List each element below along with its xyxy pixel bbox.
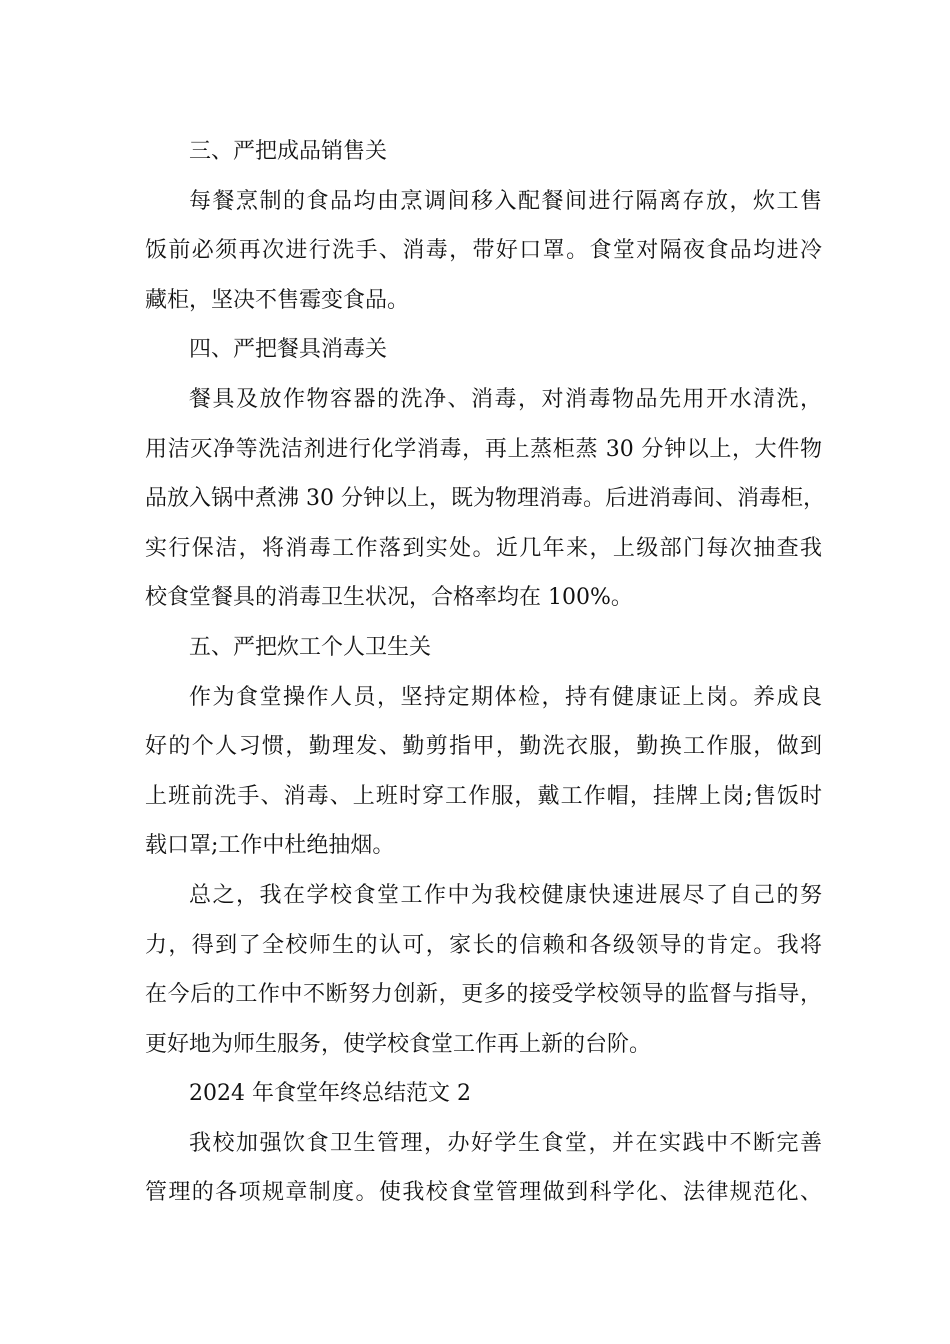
section-heading <box>145 1069 822 1119</box>
paragraph-line: 更好地为师生服务，使学校食堂工作再上新的台阶。 <box>145 1031 652 1057</box>
paragraph-line: 饭前必须再次进行洗手、消毒，带好口罩。食堂对隔夜食品均进冷 <box>145 238 822 264</box>
paragraph-line: 总之，我在学校食堂工作中为我校健康快速进展尽了自己的努 <box>189 882 822 908</box>
section-heading <box>145 325 822 375</box>
document-page <box>145 127 825 1218</box>
section-heading <box>145 623 822 673</box>
paragraph-line: 实行保洁，将消毒工作落到实处。近几年来，上级部门每次抽查我 <box>145 535 822 561</box>
paragraph-line: 作为食堂操作人员，坚持定期体检，持有健康证上岗。养成良 <box>189 684 822 710</box>
section-heading <box>145 127 822 177</box>
paragraph-line: 力，得到了全校师生的认可，家长的信赖和各级领导的肯定。我将 <box>145 932 822 958</box>
paragraph-line: 餐具及放作物容器的洗净、消毒，对消毒物品先用开水清洗， <box>189 386 822 412</box>
paragraph-line: 在今后的工作中不断努力创新，更多的接受学校领导的监督与指导， <box>145 982 822 1008</box>
heading-text: 五、严把炊工个人卫生关 <box>189 634 432 660</box>
heading-text: 三、严把成品销售关 <box>189 139 388 164</box>
paragraph-line: 校食堂餐具的消毒卫生状况，合格率均在 100%。 <box>145 585 633 611</box>
paragraph <box>145 673 822 871</box>
paragraph-line: 我校加强饮食卫生管理，办好学生食堂，并在实践中不断完善 <box>189 1130 822 1156</box>
paragraph-line: 管理的各项规章制度。使我校食堂管理做到科学化、法律规范化、 <box>145 1180 822 1206</box>
paragraph-line: 用洁灭净等洗洁剂进行化学消毒，再上蒸柜蒸 30 分钟以上，大件物 <box>145 436 822 462</box>
paragraph <box>145 177 822 326</box>
paragraph-line: 品放入锅中煮沸 30 分钟以上，既为物理消毒。后进消毒间、消毒柜， <box>145 486 825 512</box>
paragraph-line: 上班前洗手、消毒、上班时穿工作服，戴工作帽，挂牌上岗;售饭时 <box>145 783 822 809</box>
paragraph <box>145 871 822 1069</box>
paragraph <box>145 375 825 623</box>
heading-text: 四、严把餐具消毒关 <box>189 337 388 363</box>
paragraph-line: 每餐烹制的食品均由烹调间移入配餐间进行隔离存放，炊工售 <box>189 188 822 214</box>
paragraph-line: 好的个人习惯，勤理发、勤剪指甲，勤洗衣服，勤换工作服，做到 <box>145 734 822 760</box>
paragraph-line: 藏柜，坚决不售霉变食品。 <box>145 287 410 313</box>
paragraph-line: 载口罩;工作中杜绝抽烟。 <box>145 833 395 859</box>
heading-text: 2024 年食堂年终总结范文 2 <box>189 1081 471 1107</box>
paragraph <box>145 1119 822 1218</box>
